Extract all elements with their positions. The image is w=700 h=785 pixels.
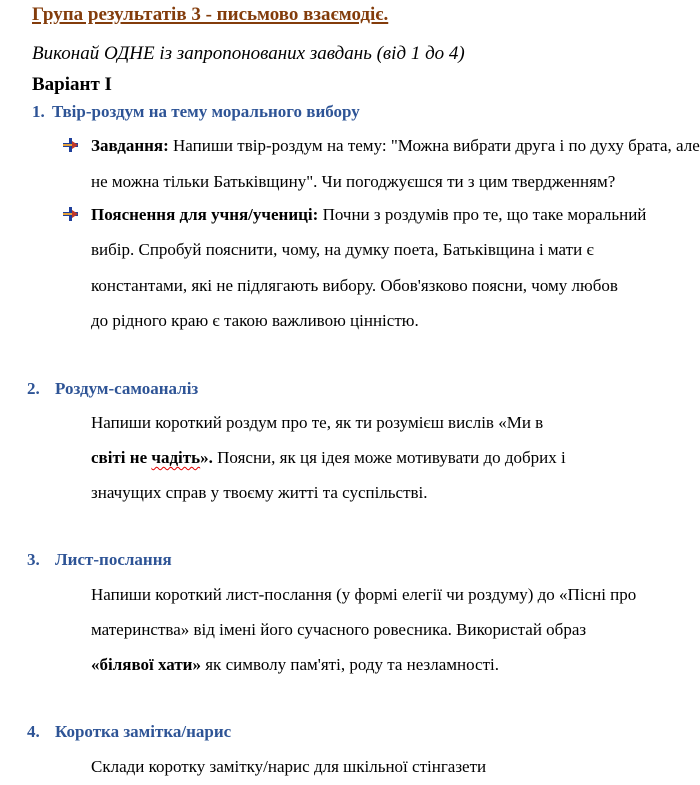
instruction-text: Виконай ОДНЕ із запропонованих завдань (від 1 до 4) [32,43,465,64]
task2-title: Роздум-самоаналіз [55,379,199,398]
task3-line3-text: як символу пам'яті, роду та незламності. [200,655,499,674]
task2-number: 2. [27,379,40,398]
task4-number: 4. [27,722,40,741]
task2-quote-misspelled-word: чадіть [151,448,201,467]
group-title: Група результатів 3 - письмово взаємодіє. [32,4,389,25]
task2-heading [27,378,198,400]
task4-line1: Склади коротку замітку/нарис для шкільної стінгазети [91,757,487,776]
task1-bullet1-line2: не можна тільки Батьківщину". Чи погоджуєшся ти з цим твердженням? [91,172,616,191]
task3-title: Лист-послання [55,550,172,569]
task3-line1: Напиши короткий лист-послання (у формі елегії чи роздуму) до «Пісні про [91,585,637,604]
task1-bullet1-label: Завдання: [91,136,169,155]
task1-bullet1-text: Напиши твір-роздум на тему: "Можна вибрати друга і по духу брата, але [168,136,700,155]
task1-bullet2-line3: константами, які не підлягають вибору. Обов'язково поясни, чому любов [91,276,618,295]
task2-line2-text: Поясни, як ця ідея може мотивувати до добрих і [212,448,566,467]
task2-line2 [91,447,566,469]
task2-line3: значущих справ у твоєму житті та суспільстві. [91,483,428,502]
task3-line3 [91,654,499,676]
task1-bullet2-label: Пояснення для учня/учениці: [91,205,319,224]
task2-line1: Напиши короткий роздум про те, як ти розумієш вислів «Ми в [91,413,544,432]
pin-bullet-icon [63,207,79,221]
task2-quote-end: ». [200,448,213,467]
task1-bullet1-line1 [91,135,700,157]
pin-bullet-icon [63,138,79,152]
task3-heading [27,549,172,571]
task4-title: Коротка замітка/нарис [55,722,232,741]
task1-title: Твір-роздум на тему морального вибору [52,102,360,121]
task3-line2: материнства» від імені його сучасного ровесника. Використай образ [91,620,587,639]
task2-quote-start: світі не [91,448,152,467]
task1-number: 1. [32,102,45,121]
task1-bullet2-line1 [91,204,646,226]
task1-heading [32,101,360,123]
task3-symbol-phrase: «білявої хати» [91,655,201,674]
task1-bullet2-text: Почни з роздумів про те, що таке моральний [318,205,647,224]
task1-bullet2-line2: вибір. Спробуй пояснити, чому, на думку поета, Батьківщина і мати є [91,240,594,259]
task4-heading [27,721,231,743]
task1-bullet2-line4: до рідного краю є такою важливою цінністю. [91,311,419,330]
variant-heading: Варіант І [32,74,112,95]
task3-number: 3. [27,550,40,569]
